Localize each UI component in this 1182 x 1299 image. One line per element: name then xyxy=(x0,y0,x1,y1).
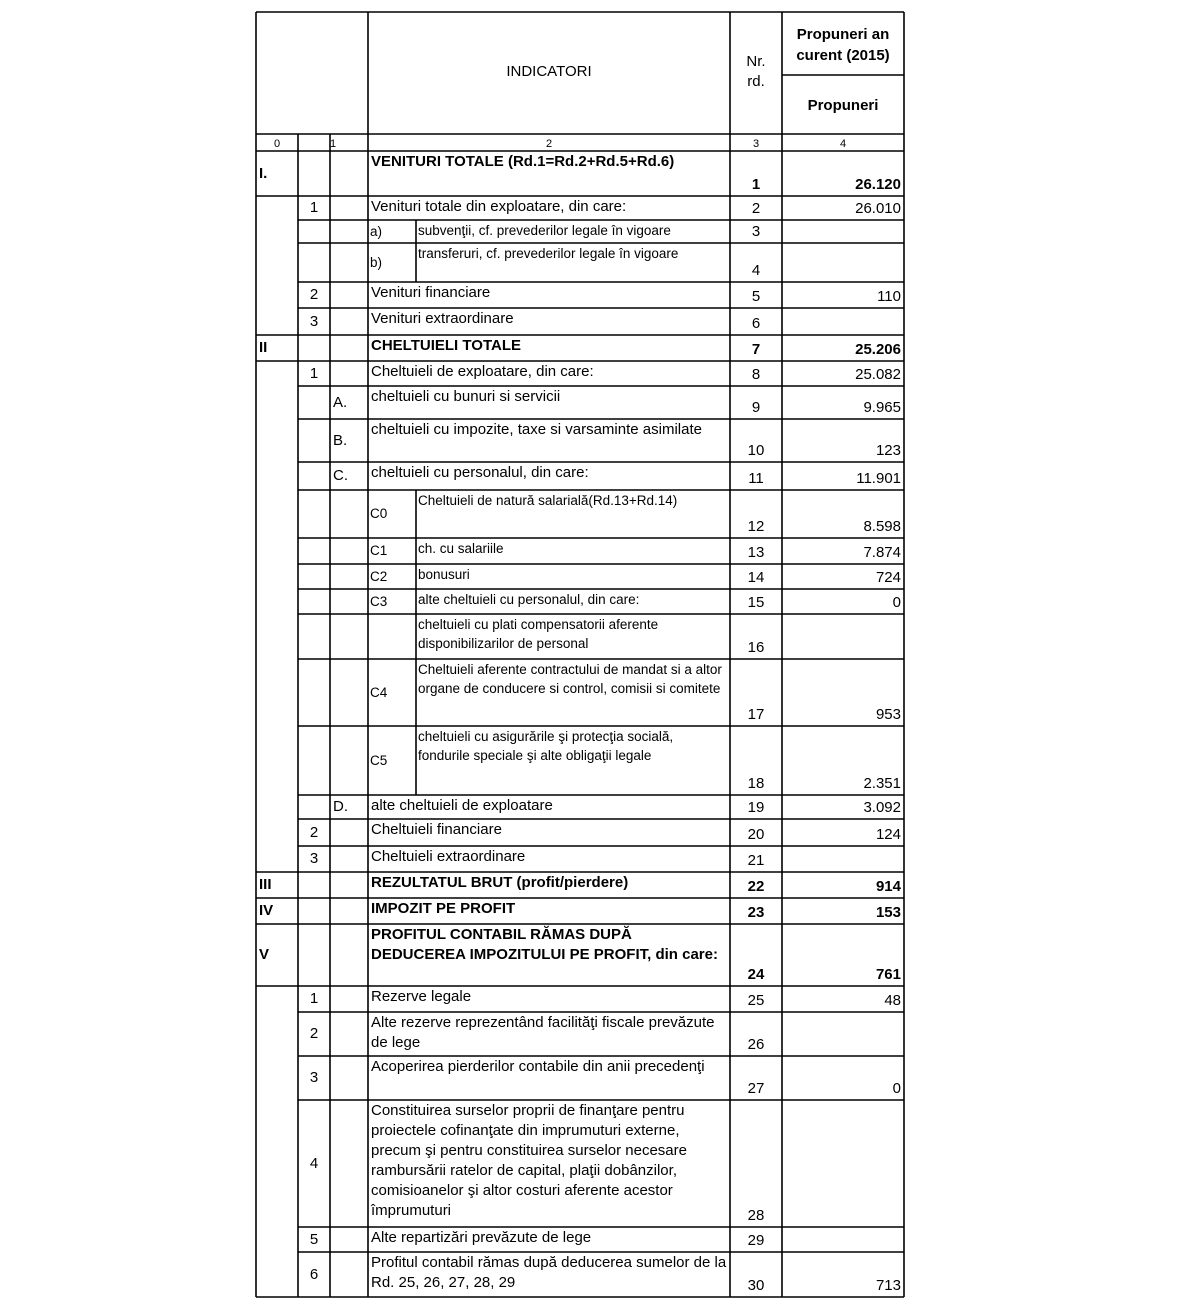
row-code: D. xyxy=(333,798,348,815)
row-nr-rd: 22 xyxy=(747,878,765,895)
row-indicator: Profitul contabil rămas după deducerea sumelor de la Rd. 25, 26, 27, 28, 29 xyxy=(371,1254,727,1291)
row-nr-rd: 4 xyxy=(751,262,761,279)
row-indicator: Acoperirea pierderilor contabile din anii precedenţi xyxy=(371,1058,705,1075)
row-value: 153 xyxy=(875,904,901,921)
row-nr-rd: 11 xyxy=(748,470,764,487)
row-value: 48 xyxy=(884,992,901,1009)
row-indicator: Venituri totale din exploatare, din care: xyxy=(371,198,627,215)
row-number: 2 xyxy=(309,1025,319,1042)
row-value: 11.901 xyxy=(856,470,901,487)
row-indicator: subvenţii, cf. prevederilor legale în vigoare xyxy=(418,223,671,238)
row-indicator: Cheltuieli financiare xyxy=(371,821,502,838)
row-indicator: Alte rezerve reprezentând facilităţi fiscale prevăzute de lege xyxy=(371,1014,715,1051)
row-indicator: PROFITUL CONTABIL RĂMAS DUPĂ DEDUCEREA IMPOZITULUI PE PROFIT, din care: xyxy=(371,926,718,963)
row-code: C. xyxy=(333,467,348,484)
row-nr-rd: 28 xyxy=(747,1207,765,1224)
row-nr-rd: 21 xyxy=(747,852,765,869)
row-nr-rd: 18 xyxy=(747,775,765,792)
row-roman: I. xyxy=(259,164,268,182)
row-indicator: Rezerve legale xyxy=(371,988,472,1005)
row-code: C4 xyxy=(370,684,388,700)
row-nr-rd: 3 xyxy=(751,223,761,240)
row-value: 724 xyxy=(875,569,901,586)
row-value: 914 xyxy=(875,878,901,895)
row-nr-rd: 8 xyxy=(751,366,761,383)
row-code: a) xyxy=(370,223,383,239)
row-nr-rd: 26 xyxy=(747,1036,765,1053)
row-value: 25.082 xyxy=(855,366,901,383)
row-indicator: CHELTUIELI TOTALE xyxy=(371,337,521,354)
row-code: C1 xyxy=(370,543,388,558)
row-nr-rd: 29 xyxy=(747,1232,765,1249)
row-roman: II xyxy=(259,339,268,356)
row-indicator: Venituri financiare xyxy=(371,284,491,301)
row-nr-rd: 5 xyxy=(751,288,761,305)
row-indicator: Cheltuieli de exploatare, din care: xyxy=(371,363,594,380)
row-number: 3 xyxy=(309,850,319,867)
row-value: 124 xyxy=(875,826,901,843)
row-nr-rd: 16 xyxy=(747,639,765,656)
row-number: 6 xyxy=(309,1265,319,1283)
row-value: 26.010 xyxy=(855,200,901,217)
row-nr-rd: 19 xyxy=(747,799,765,816)
row-indicator: cheltuieli cu plati compensatorii aferente disponibilizarilor de personal xyxy=(418,617,659,651)
row-value: 3.092 xyxy=(863,799,901,816)
col-number-1: 1 xyxy=(329,138,337,150)
row-number: 1 xyxy=(309,364,319,382)
row-value: 25.206 xyxy=(855,341,901,358)
row-nr-rd: 12 xyxy=(747,518,765,535)
row-value: 713 xyxy=(875,1277,901,1294)
row-indicator: cheltuieli cu personalul, din care: xyxy=(371,464,589,481)
row-code: C5 xyxy=(370,752,388,768)
row-value: 0 xyxy=(892,1080,901,1097)
row-indicator: Cheltuieli aferente contractului de mandat si a altor organe de conducere si control, comisii si comitete xyxy=(418,662,722,696)
row-value: 7.874 xyxy=(863,544,901,561)
row-value: 0 xyxy=(892,594,901,611)
row-value: 26.120 xyxy=(855,176,901,193)
row-indicator: Constituirea surselor proprii de finanţare pentru proiectele cofinanţate din imprumuturi externe, precum şi pentru constituirea surselor necesare rambursării ratelor de capital, plaţii dobânzilor, comisioanelor şi altor costuri aferente acestor împrumuturi xyxy=(371,1102,687,1219)
row-code: A. xyxy=(333,393,348,411)
row-roman: IV xyxy=(259,902,274,919)
row-indicator: ch. cu salariile xyxy=(418,541,504,556)
row-code: B. xyxy=(333,431,348,449)
row-number: 3 xyxy=(309,1069,319,1086)
row-number: 5 xyxy=(309,1230,319,1248)
row-indicator: cheltuieli cu impozite, taxe si varsaminte asimilate xyxy=(371,421,702,438)
row-number: 2 xyxy=(309,286,319,303)
row-code: b) xyxy=(370,254,383,270)
header-propuneri: Propuneri xyxy=(807,97,879,114)
col-number-4: 4 xyxy=(839,138,847,150)
row-number: 1 xyxy=(309,199,319,216)
row-indicator: Cheltuieli de natură salarială(Rd.13+Rd.14) xyxy=(418,493,678,508)
col-number-0: 0 xyxy=(273,138,281,150)
header-indicatori: INDICATORI xyxy=(506,63,592,80)
row-value: 9.965 xyxy=(863,399,901,416)
row-number: 4 xyxy=(309,1154,319,1172)
header-nr-rd: Nr. rd. xyxy=(746,53,766,90)
row-code: C0 xyxy=(370,506,388,521)
row-nr-rd: 10 xyxy=(747,442,765,459)
row-nr-rd: 24 xyxy=(747,966,765,983)
row-indicator: bonusuri xyxy=(418,567,470,582)
row-roman: V xyxy=(259,946,270,963)
row-value: 123 xyxy=(875,442,901,459)
row-number: 3 xyxy=(309,312,319,330)
row-indicator: transferuri, cf. prevederilor legale în vigoare xyxy=(418,246,679,261)
row-indicator: Venituri extraordinare xyxy=(371,310,514,327)
row-indicator: Cheltuieli extraordinare xyxy=(371,848,526,865)
row-code: C2 xyxy=(370,568,388,584)
row-nr-rd: 20 xyxy=(747,826,765,843)
row-value: 110 xyxy=(877,288,901,305)
col-number-3: 3 xyxy=(752,138,760,150)
col-number-2: 2 xyxy=(545,138,553,150)
row-nr-rd: 25 xyxy=(747,992,765,1009)
row-roman: III xyxy=(259,876,272,893)
row-nr-rd: 9 xyxy=(751,399,761,416)
row-indicator: REZULTATUL BRUT (profit/pierdere) xyxy=(371,874,629,891)
row-indicator: alte cheltuieli de exploatare xyxy=(371,797,553,814)
row-nr-rd: 17 xyxy=(747,706,765,723)
row-value: 2.351 xyxy=(863,775,901,792)
row-number: 1 xyxy=(309,990,319,1007)
row-code: C3 xyxy=(370,593,388,609)
row-value: 953 xyxy=(875,706,901,723)
row-number: 2 xyxy=(309,823,319,841)
row-nr-rd: 27 xyxy=(747,1080,765,1097)
row-indicator: VENITURI TOTALE (Rd.1=Rd.2+Rd.5+Rd.6) xyxy=(371,153,675,170)
row-nr-rd: 1 xyxy=(751,176,761,193)
row-nr-rd: 14 xyxy=(747,569,765,586)
row-nr-rd: 6 xyxy=(751,315,761,332)
row-nr-rd: 15 xyxy=(747,594,765,611)
row-indicator: Alte repartizări prevăzute de lege xyxy=(371,1229,592,1246)
row-value: 8.598 xyxy=(863,518,901,535)
row-indicator: IMPOZIT PE PROFIT xyxy=(371,900,516,917)
row-nr-rd: 13 xyxy=(747,544,765,561)
row-value: 761 xyxy=(875,966,901,983)
row-indicator: alte cheltuieli cu personalul, din care: xyxy=(418,592,640,607)
row-nr-rd: 23 xyxy=(747,904,765,921)
header-propuneri-an: Propuneri an curent (2015) xyxy=(796,26,890,64)
row-nr-rd: 2 xyxy=(751,200,761,217)
row-indicator: cheltuieli cu asigurările şi protecţia socială, fondurile speciale şi alte obligaţii legale xyxy=(418,729,674,763)
row-nr-rd: 7 xyxy=(751,341,761,358)
row-nr-rd: 30 xyxy=(747,1277,765,1294)
row-indicator: cheltuieli cu bunuri si servicii xyxy=(371,388,561,405)
